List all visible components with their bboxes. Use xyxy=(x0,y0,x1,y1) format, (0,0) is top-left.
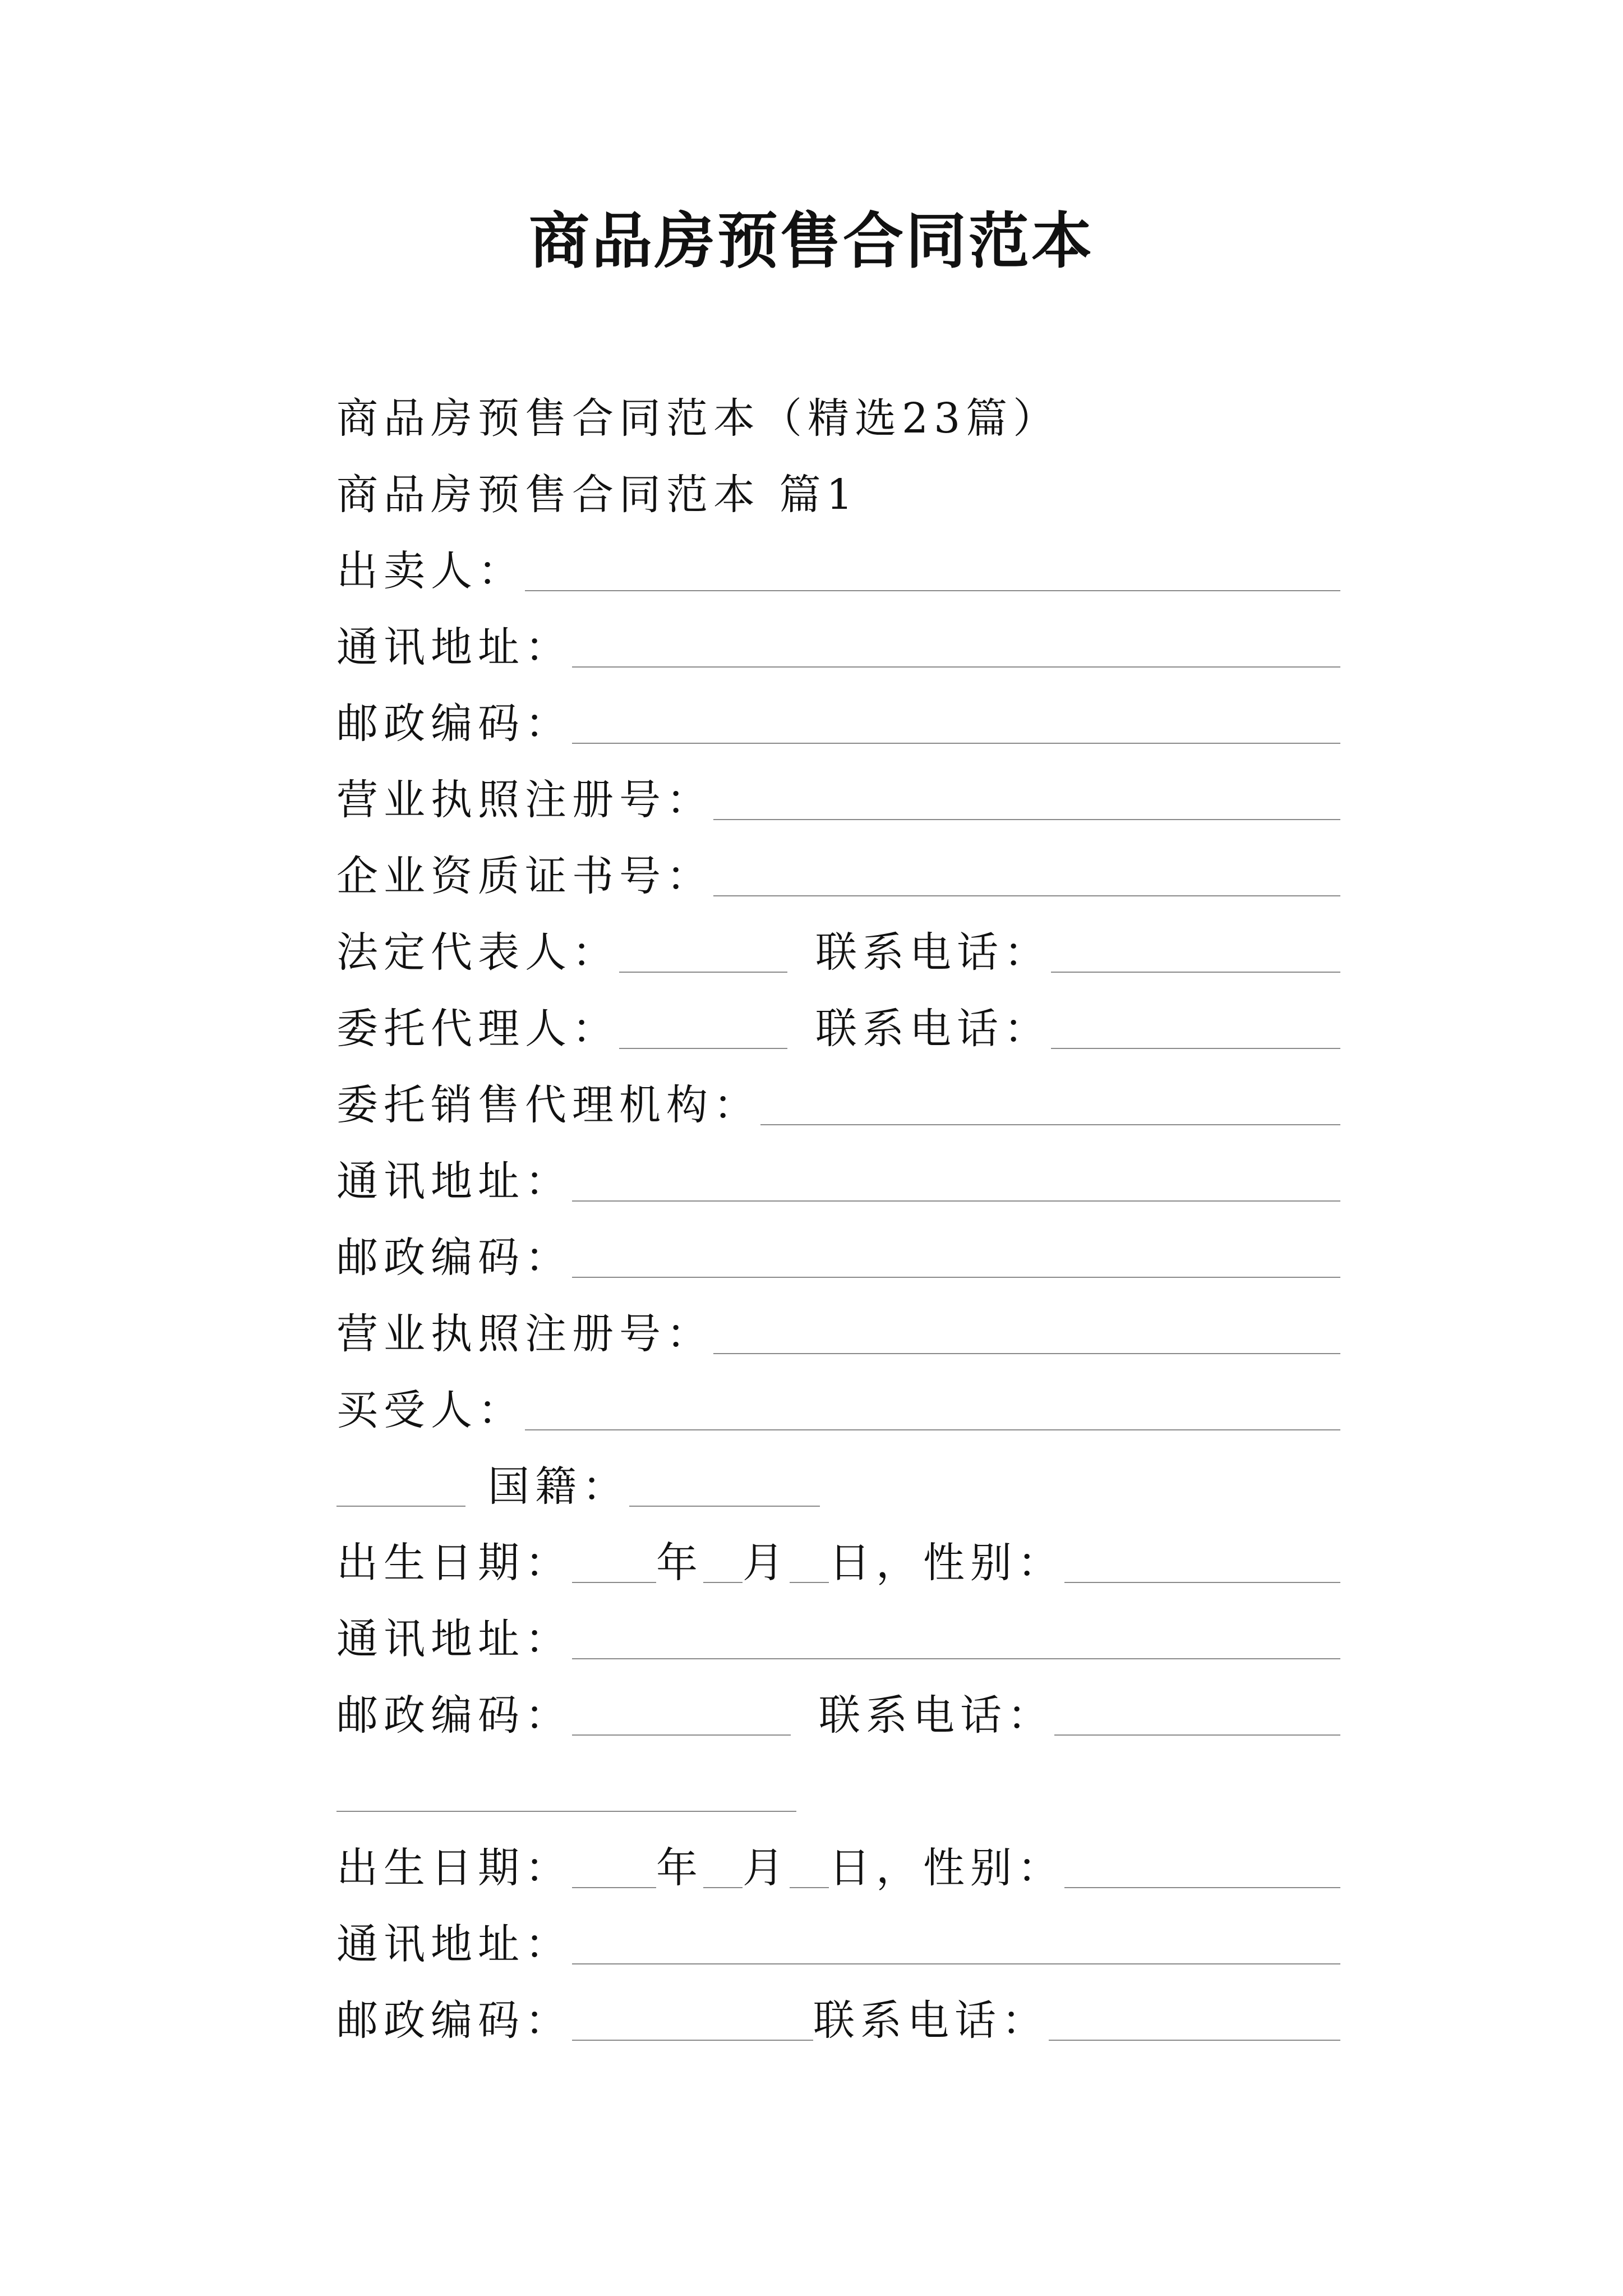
agency-postcode-row xyxy=(336,1209,1340,1286)
seller-postcode-label: 邮政编码： xyxy=(336,700,572,748)
seller-address-blank xyxy=(572,626,1340,668)
buyer-blank xyxy=(525,1389,1340,1430)
buyer-address-row xyxy=(336,1591,1340,1667)
agent-phone-blank xyxy=(1051,1007,1340,1049)
buyer-phone-label: 联系电话： xyxy=(819,1691,1054,1740)
postcode-label-4: 邮政编码： xyxy=(336,1996,572,2045)
buyer-label: 买受人： xyxy=(336,1386,525,1434)
birth-month-blank xyxy=(703,1542,743,1583)
address-row-4 xyxy=(336,1896,1340,1972)
section-heading-line xyxy=(336,447,1340,523)
nationality-label: 国籍： xyxy=(488,1462,629,1511)
year-label-2: 年 xyxy=(656,1844,703,1892)
day-gender-label: 日，性别： xyxy=(829,1539,1064,1587)
seller-address-row xyxy=(336,599,1340,675)
sales-agency-row xyxy=(336,1057,1340,1133)
month-label: 月 xyxy=(743,1539,790,1587)
address-blank-4 xyxy=(572,1923,1340,1964)
agency-address-label: 通讯地址： xyxy=(336,1157,572,1205)
postcode-blank-4 xyxy=(572,1999,813,2041)
buyer-postcode-row xyxy=(336,1667,1340,1743)
birth-day-blank-2 xyxy=(790,1847,829,1888)
legal-rep-phone-label: 联系电话： xyxy=(815,928,1051,977)
agency-postcode-label: 邮政编码： xyxy=(336,1234,572,1282)
phone-blank-4 xyxy=(1049,1999,1340,2041)
nationality-prefix-blank xyxy=(336,1465,465,1507)
day-gender-label-2: 日，性别： xyxy=(829,1844,1064,1892)
birth-date-row-2 xyxy=(336,1820,1340,1896)
birth-year-blank-2 xyxy=(572,1847,656,1888)
agency-address-row xyxy=(336,1133,1340,1209)
sales-agency-blank xyxy=(760,1084,1340,1125)
buyer-address-blank xyxy=(572,1618,1340,1659)
seller-postcode-row xyxy=(336,675,1340,752)
birth-date-label-2: 出生日期： xyxy=(336,1844,572,1892)
document-body xyxy=(336,370,1340,2049)
standalone-blank-row xyxy=(336,1743,1340,1820)
seller-blank xyxy=(525,550,1340,591)
agent-blank xyxy=(619,1007,787,1049)
legal-rep-blank xyxy=(619,931,787,973)
buyer-row xyxy=(336,1362,1340,1438)
year-label: 年 xyxy=(656,1539,703,1587)
section-heading: 商品房预售合同范本 篇1 xyxy=(336,471,859,519)
agency-license-row xyxy=(336,1286,1340,1362)
buyer-address-label: 通讯地址： xyxy=(336,1615,572,1663)
birth-day-blank xyxy=(790,1542,829,1583)
nationality-blank xyxy=(629,1465,820,1507)
phone-label-4: 联系电话： xyxy=(813,1996,1049,2045)
seller-row xyxy=(336,523,1340,599)
subtitle: 商品房预售合同范本（精选23篇） xyxy=(336,394,1061,443)
subtitle-line xyxy=(336,370,1340,447)
birth-month-blank-2 xyxy=(703,1847,743,1888)
legal-rep-label: 法定代表人： xyxy=(336,928,619,977)
qualification-label: 企业资质证书号： xyxy=(336,852,713,900)
agency-address-blank xyxy=(572,1160,1340,1202)
month-label-2: 月 xyxy=(743,1844,790,1892)
document-title: 商品房预售合同范本 xyxy=(528,206,1094,277)
legal-rep-row xyxy=(336,904,1340,981)
business-license-label: 营业执照注册号： xyxy=(336,776,713,824)
business-license-blank xyxy=(713,779,1340,820)
gender-blank xyxy=(1064,1542,1340,1583)
seller-address-label: 通讯地址： xyxy=(336,623,572,671)
address-label-4: 通讯地址： xyxy=(336,1920,572,1968)
agency-license-blank xyxy=(713,1313,1340,1354)
seller-postcode-blank xyxy=(572,702,1340,744)
business-license-row xyxy=(336,752,1340,828)
qualification-row xyxy=(336,828,1340,904)
buyer-phone-blank xyxy=(1054,1694,1340,1736)
buyer-postcode-blank xyxy=(572,1694,791,1736)
agent-label: 委托代理人： xyxy=(336,1005,619,1053)
sales-agency-label: 委托销售代理机构： xyxy=(336,1081,760,1129)
agent-phone-label: 联系电话： xyxy=(815,1005,1051,1053)
buyer-postcode-label: 邮政编码： xyxy=(336,1691,572,1740)
gender-blank-2 xyxy=(1064,1847,1340,1888)
agency-license-label: 营业执照注册号： xyxy=(336,1310,713,1358)
legal-rep-phone-blank xyxy=(1051,931,1340,973)
nationality-row xyxy=(336,1438,1340,1515)
birth-year-blank xyxy=(572,1542,656,1583)
postcode-row-4 xyxy=(336,1972,1340,2049)
agency-postcode-blank xyxy=(572,1236,1340,1278)
agent-row xyxy=(336,981,1340,1057)
birth-date-row xyxy=(336,1515,1340,1591)
birth-date-label: 出生日期： xyxy=(336,1539,572,1587)
standalone-blank xyxy=(336,1770,796,1812)
qualification-blank xyxy=(713,855,1340,896)
seller-label: 出卖人： xyxy=(336,547,525,595)
